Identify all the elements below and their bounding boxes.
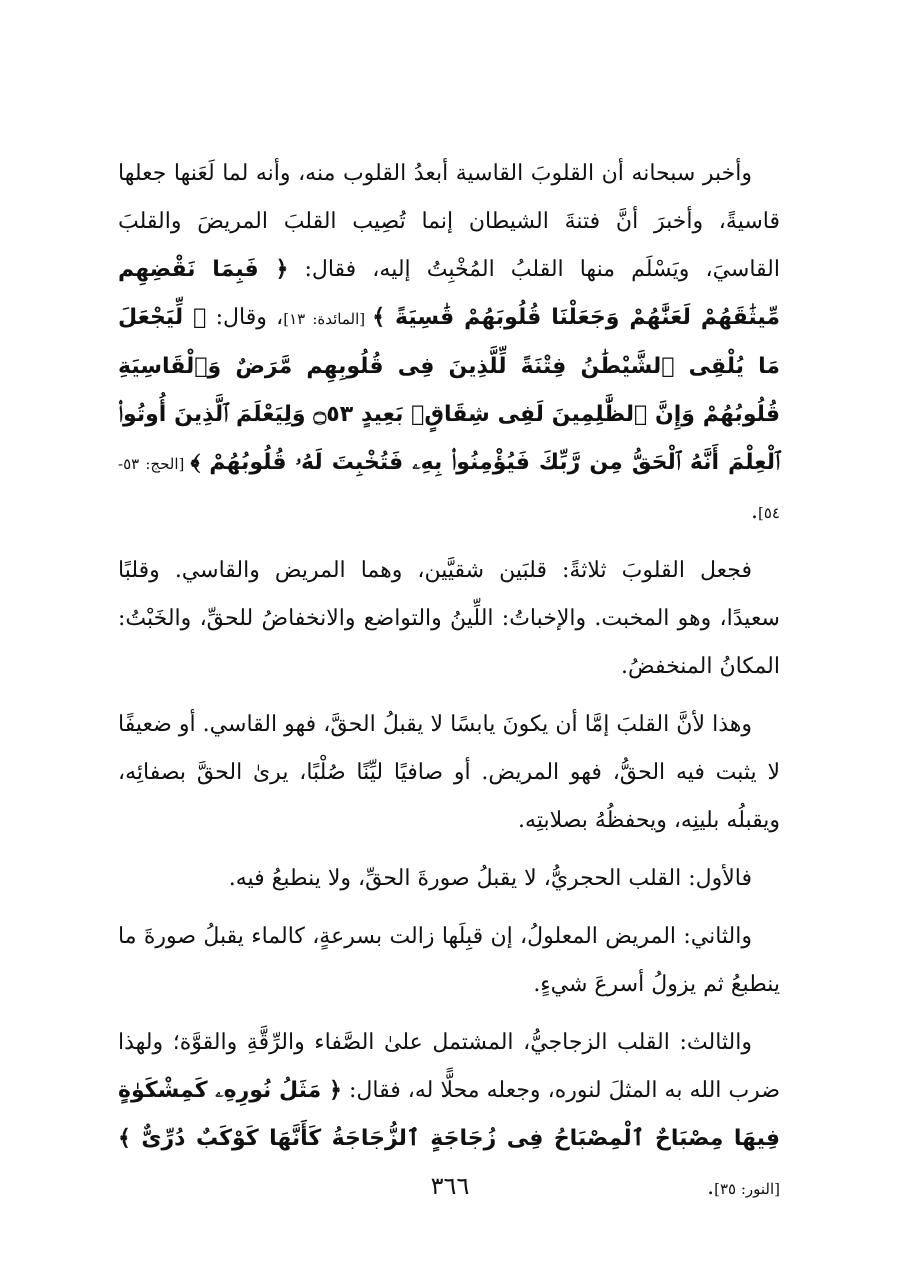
quran-verse: ﴿ فَبِمَا نَقْضِهِم مِّيثَٰقَهُمْ لَعَنَّٰهُمْ وَجَعَلْنَا قُلُوبَهُمْ قَٰسِيَةً ﴾	[118, 257, 781, 330]
page-number: ٣٦٦	[430, 1172, 470, 1200]
text-segment: وهذا لأنَّ القلبَ إمَّا أن يكونَ يابسًا لا يقبلُ الحقَّ، فهو القاسي. أو ضعيفًا لا يثبت فيه الحقُّ، فهو المريض. أو صافيًا ليِّنًا صُلْبًا، يرىٰ الحقَّ بصفائِه، ويقبلُه بلينِه، ويحفظُهُ بصلابتِه.	[118, 712, 780, 833]
quran-verse: ﴿ لِّيَجْعَلَ مَا يُلْقِى ٱلشَّيْطَٰنُ فِتْنَةً لِّلَّذِينَ فِى قُلُوبِهِم مَّرَضٌ وَٱلْقَاسِيَةِ قُلُوبُهُمْ وَإِنَّ ٱلظَّٰلِمِينَ لَفِى شِقَاقٍۭ بَعِيدٍ ۝٥٣ وَلِيَعْلَمَ ٱلَّذِينَ أُوتُوا۟ ٱلْعِلْمَ أَنَّهُ ٱلْحَقُّ مِن رَّبِّكَ فَيُؤْمِنُوا۟ بِهِۦ فَتُخْبِتَ لَهُۥ قُلُوبُهُمْ ﴾	[118, 305, 780, 475]
text-segment: وأخبر سبحانه أن القلوبَ القاسية أبعدُ القلوب منه، وأنه لما لَعَنها جعلها قاسيةً، وأخبرَ أنَّ فتنةَ الشيطان إنما تُصِيب القلبَ المريضَ والقلبَ القاسيَ، ويَسْلَم منها القلبُ المُخْبِتُ إليه، فقال:	[118, 161, 781, 282]
paragraph	[118, 701, 780, 845]
body-text	[118, 150, 780, 1223]
text-segment: .	[707, 1175, 715, 1200]
quran-verse: ﴿ مَثَلُ نُورِهِۦ كَمِشْكَوٰةٍ فِيهَا مِصْبَاحٌ ٱلْمِصْبَاحُ فِى زُجَاجَةٍ ٱلزُّجَاجَةُ كَأَنَّهَا كَوْكَبٌ دُرِّىٌّ ﴾	[118, 1078, 780, 1151]
verse-reference: [النور: ٣٥]	[714, 1180, 780, 1198]
text-segment: والثالث: القلب الزجاجيُّ، المشتمل علىٰ الصَّفاء والرِّقَّةِ والقوَّة؛ ولهذا ضرب الله به المثلَ لنوره، وجعله محلًّا له، فقال:	[118, 1030, 780, 1103]
text-segment: .	[751, 499, 759, 524]
text-segment: فالأول: القلب الحجريُّ، لا يقبلُ صورةَ الحقِّ، ولا ينطبعُ فيه.	[228, 866, 752, 891]
paragraph	[118, 855, 780, 903]
text-segment: فجعل القلوبَ ثلاثةً: قلبَين شقيَّين، وهما المريض والقاسي. وقلبًا سعيدًا، وهو المخبت. والإخباتُ: اللِّينُ والتواضع والانخفاضُ للحقِّ، والخَبْتُ: المكانُ المنخفضُ.	[118, 558, 780, 679]
text-segment: والثاني: المريض المعلولُ، إن قبِلَها زالت بسرعةٍ، كالماء يقبلُ صورةَ ما ينطبعُ ثم يزولُ أسرعَ شيءٍ.	[118, 924, 780, 997]
paragraph	[118, 547, 780, 691]
paragraph	[118, 913, 780, 1009]
verse-reference: [المائدة: ١٣]	[283, 310, 373, 328]
text-segment: ، وقال:	[206, 305, 284, 330]
verse-reference: [الحج: ٥٣- ٥٤]	[118, 455, 780, 522]
paragraph	[118, 150, 780, 537]
